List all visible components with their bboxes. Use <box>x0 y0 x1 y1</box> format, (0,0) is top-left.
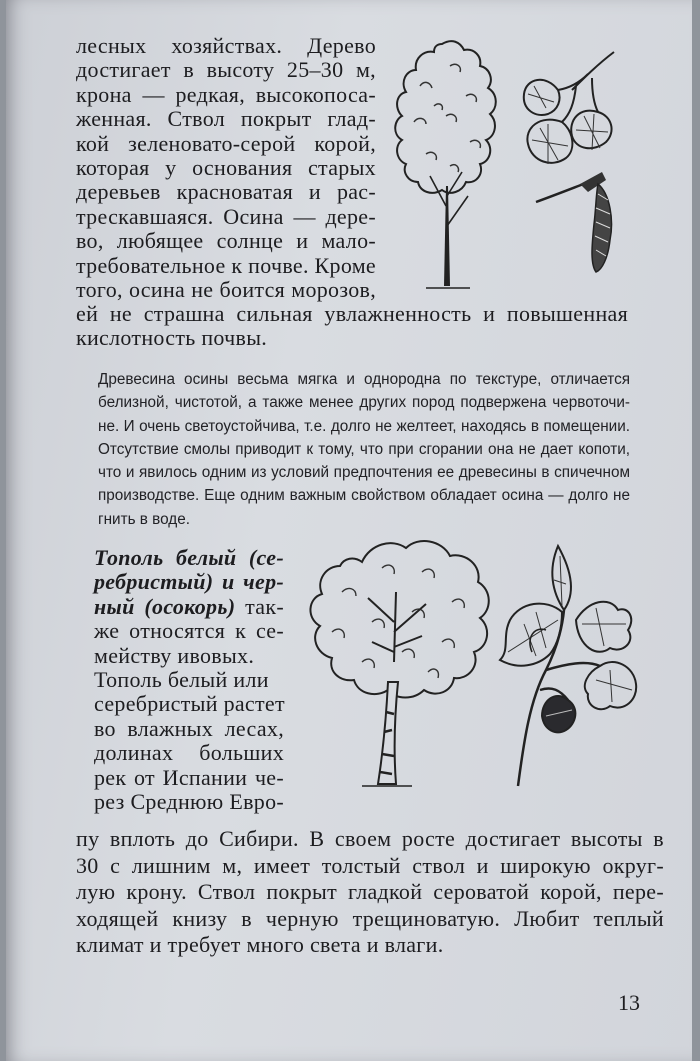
text-line: производстве. Еще одним важным свойством обладает осина — долго не <box>98 487 630 505</box>
text-line: требовательное к почве. Кроме <box>76 252 376 278</box>
wood-properties-note <box>98 368 630 531</box>
text-line: долинах больших <box>94 740 284 766</box>
text-line-indented: Тополь белый или <box>94 667 269 693</box>
poplar-heading-tail: так- <box>245 593 284 619</box>
text-line: лую крону. Ствол покрыт гладкой сероватой корой, пере- <box>76 879 664 904</box>
text-line: климат и требует много света и влаги. <box>76 932 444 957</box>
text-line: достигает в высоту 25–30 м, <box>76 57 376 83</box>
text-line: лесных хозяйствах. Дерево <box>76 33 376 58</box>
aspen-paragraph-end <box>76 302 628 351</box>
book-page <box>6 0 692 1061</box>
text-line: которая у основания старых <box>76 155 376 181</box>
text-line: кислотность почвы. <box>76 325 268 351</box>
text-line: ходящей книзу в черную трещиноватую. Любит теплый <box>76 905 664 931</box>
poplar-tree-illustration <box>302 532 494 792</box>
text-line: женная. Ствол покрыт глад- <box>76 106 376 132</box>
poplar-paragraph <box>94 546 284 814</box>
poplar-paragraph-end <box>76 826 664 959</box>
text-line: во, любящее солнце и мало- <box>76 228 376 254</box>
text-line: во влажных лесах, <box>94 715 284 741</box>
poplar-heading-line: ный (осокорь) <box>94 593 236 619</box>
text-line: не. И очень светоустойчива, т.е. долго не желтеет, находясь в помещении. <box>98 417 630 435</box>
page-number: 13 <box>618 990 640 1015</box>
aspen-leaves-catkin-illustration <box>518 44 630 276</box>
text-line: ей не страшна сильная увлажненность и повышенная <box>76 301 628 326</box>
aspen-tree-illustration <box>390 36 518 294</box>
text-line: кой зеленовато-серой корой, <box>76 130 376 156</box>
poplar-branch-illustration <box>496 540 642 792</box>
text-line: что и явилось одним из условий предпочтения ее древесины в спичечном <box>98 464 630 482</box>
text-line: крона — редкая, высокопоса- <box>76 81 376 107</box>
text-line <box>94 668 284 692</box>
text-line: мейству ивовых. <box>94 642 255 668</box>
text-line: того, осина не боится морозов, <box>76 277 376 303</box>
text-line: гнить в воде. <box>98 510 190 528</box>
text-line: белизной, чистотой, а также менее других пород подвержена червоточи- <box>98 394 630 412</box>
aspen-paragraph <box>76 34 376 302</box>
text-line: деревьев красноватая и рас- <box>76 179 376 205</box>
text-line: же относятся к се- <box>94 618 284 644</box>
poplar-heading-line: ребристый) и чер- <box>94 569 284 595</box>
text-line: пу вплоть до Сибири. В своем росте достигает высоты в <box>76 826 664 851</box>
text-line: Древесина осины весьма мягка и однородна по текстуре, отличается <box>98 371 630 388</box>
text-line: 30 с лишним м, имеет толстый ствол и широкую округ- <box>76 852 664 878</box>
poplar-heading-line: Тополь белый (се- <box>94 545 284 570</box>
text-line: рек от Испании че- <box>94 764 284 790</box>
text-line: рез Среднюю Евро- <box>94 789 284 815</box>
text-line <box>94 595 284 619</box>
text-line: Отсутствие смолы приводит к тому, что при сгорании она не дает копоти, <box>98 440 630 458</box>
text-line: серебристый растет <box>94 691 285 717</box>
text-line: трескавшаяся. Осина — дере- <box>76 203 376 229</box>
